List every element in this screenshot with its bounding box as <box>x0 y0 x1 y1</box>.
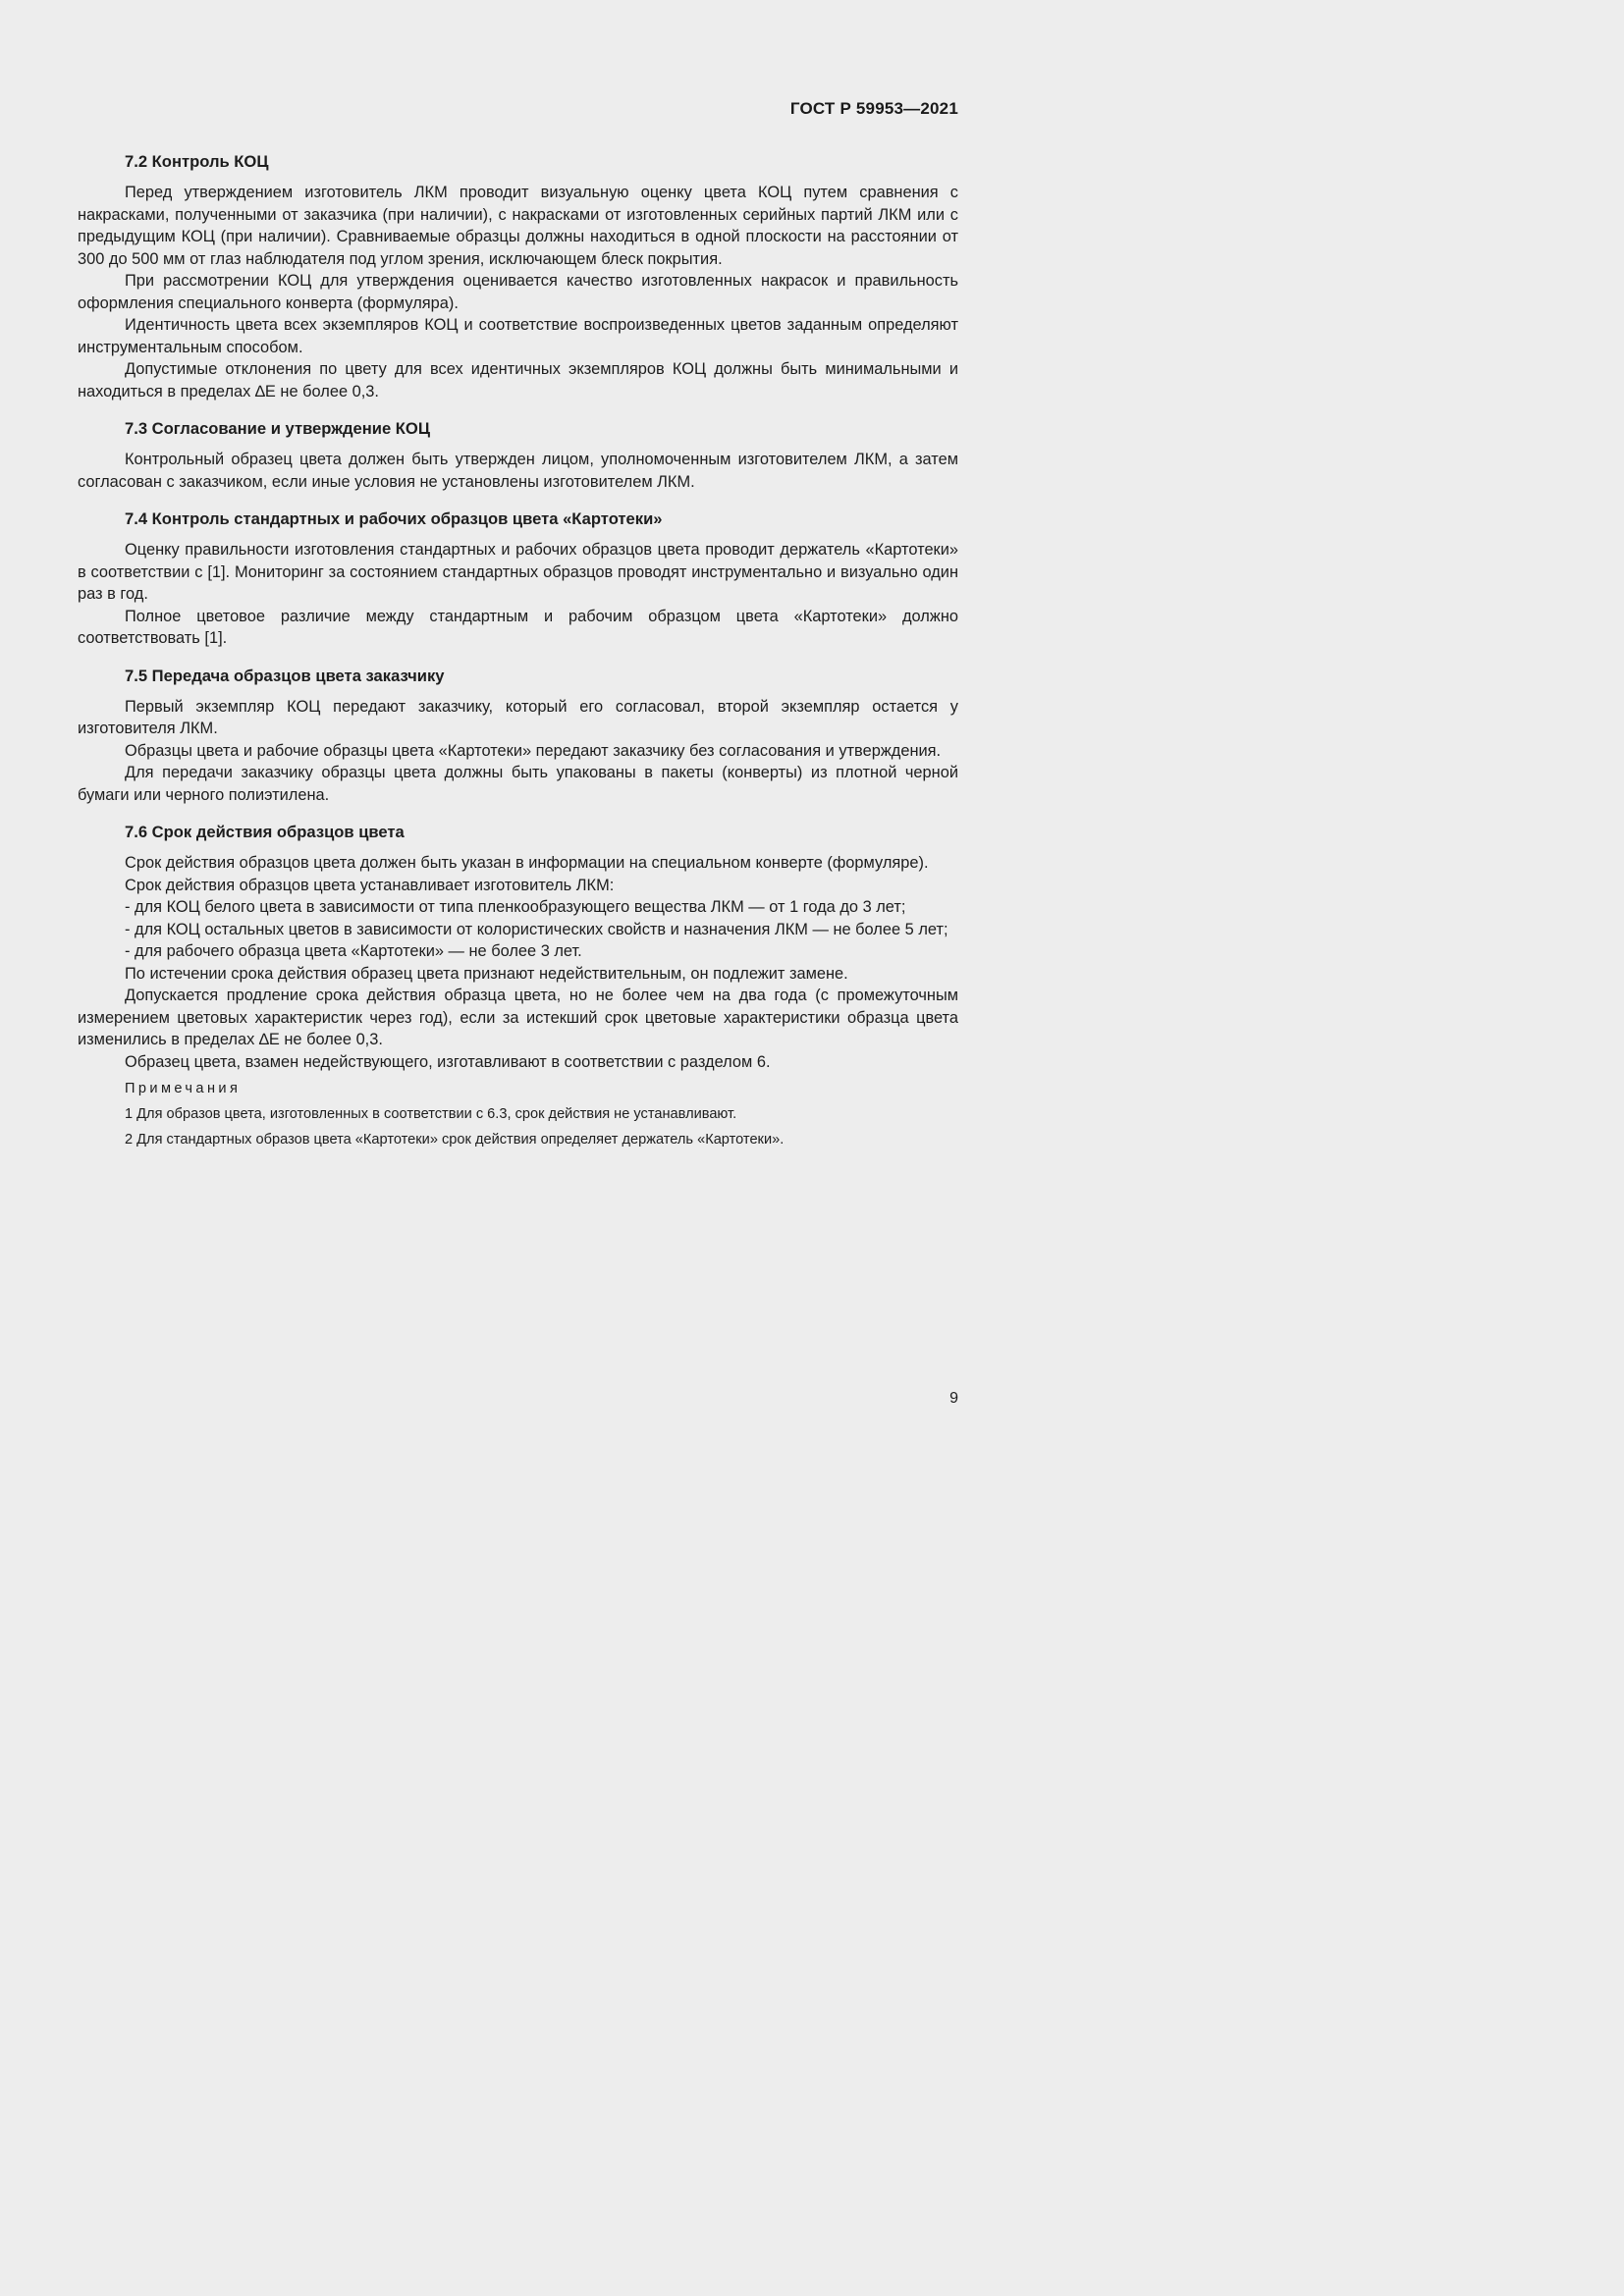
paragraph: Образцы цвета и рабочие образцы цвета «Картотеки» передают заказчику без согласования и утверждения. <box>125 741 942 760</box>
paragraph: Образец цвета, взамен недействующего, изготавливают в соответствии с разделом 6. <box>125 1052 771 1071</box>
section-7-2 <box>78 149 958 402</box>
paragraph: Перед утверждением изготовитель ЛКМ проводит визуальную оценку цвета КОЦ путем сравнения с накрасками, полученными от заказчика (при наличии), с накрасками от изготовленных серийных партий ЛКМ или с предыдущим КОЦ (при наличии). Сравниваемые образцы должны находиться в одной плоскости на расстоянии от 300 до 500 мм от глаз наблюдателя под углом зрения, исключающем блеск покрытия. <box>78 184 958 268</box>
section-7-6 <box>78 820 958 1073</box>
list-item: - для КОЦ белого цвета в зависимости от типа пленкообразующего вещества ЛКМ — от 1 года до 3 лет; <box>125 898 906 916</box>
paragraph: Первый экземпляр КОЦ передают заказчику, который его согласовал, второй экземпляр остается у изготовителя ЛКМ. <box>78 697 958 737</box>
page-number: 9 <box>949 1390 958 1407</box>
section-title: 7.5 Передача образцов цвета заказчику <box>125 666 445 685</box>
note-item: 2 Для стандартных образов цвета «Картотеки» срок действия определяет держатель «Картотеки». <box>125 1132 785 1148</box>
paragraph: Оценку правильности изготовления стандартных и рабочих образцов цвета проводит держатель «Картотеки» в соответствии с [1]. Мониторинг за состоянием стандартных образцов проводят инструментально и визуально один раз в год. <box>78 541 958 603</box>
paragraph: При рассмотрении КОЦ для утверждения оценивается качество изготовленных накрасок и правильность оформления специального конверта (формуляра). <box>78 272 958 312</box>
notes-title: Примечания <box>125 1081 242 1096</box>
paragraph: Допустимые отклонения по цвету для всех идентичных экземпляров КОЦ должны быть минимальными и находиться в пределах ∆E не более 0,3. <box>78 360 958 400</box>
section-7-5 <box>78 664 958 807</box>
paragraph: Контрольный образец цвета должен быть утвержден лицом, уполномоченным изготовителем ЛКМ, а затем согласован с заказчиком, если иные условия не установлены изготовителем ЛКМ. <box>78 451 958 491</box>
paragraph: Срок действия образцов цвета должен быть указан в информации на специальном конверте (формуляре). <box>125 854 929 872</box>
note-item: 1 Для образов цвета, изготовленных в соответствии с 6.3, срок действия не устанавливают. <box>125 1106 737 1122</box>
section-7-4 <box>78 507 958 650</box>
paragraph: Идентичность цвета всех экземпляров КОЦ и соответствие воспроизведенных цветов заданным определяют инструментальным способом. <box>78 316 958 356</box>
section-title: 7.2 Контроль КОЦ <box>125 152 269 171</box>
paragraph: По истечении срока действия образец цвета признают недействительным, он подлежит замене. <box>125 964 848 983</box>
paragraph: Полное цветовое различие между стандартным и рабочим образцом цвета «Картотеки» должно соответствовать [1]. <box>78 607 958 647</box>
section-title: 7.3 Согласование и утверждение КОЦ <box>125 419 430 438</box>
notes-block <box>78 1079 958 1149</box>
section-title: 7.4 Контроль стандартных и рабочих образцов цвета «Картотеки» <box>125 509 663 528</box>
document-page <box>0 0 1089 1539</box>
list-item: - для рабочего образца цвета «Картотеки» — не более 3 лет. <box>125 942 582 960</box>
document-code: ГОСТ Р 59953—2021 <box>789 99 958 118</box>
paragraph: Срок действия образцов цвета устанавливает изготовитель ЛКМ: <box>125 876 615 894</box>
paragraph: Для передачи заказчику образцы цвета должны быть упакованы в пакеты (конверты) из плотной черной бумаги или черного полиэтилена. <box>78 764 958 804</box>
section-7-3 <box>78 416 958 493</box>
list-item: - для КОЦ остальных цветов в зависимости от колористических свойств и назначения ЛКМ — не более 5 лет; <box>125 920 948 938</box>
paragraph: Допускается продление срока действия образца цвета, но не более чем на два года (с промежуточным измерением цветовых характеристик через год), если за истекший срок цветовые характеристики образца цвета изменились в пределах ∆E не более 0,3. <box>78 987 958 1048</box>
document-body <box>78 149 958 1155</box>
section-title: 7.6 Срок действия образцов цвета <box>125 823 405 841</box>
